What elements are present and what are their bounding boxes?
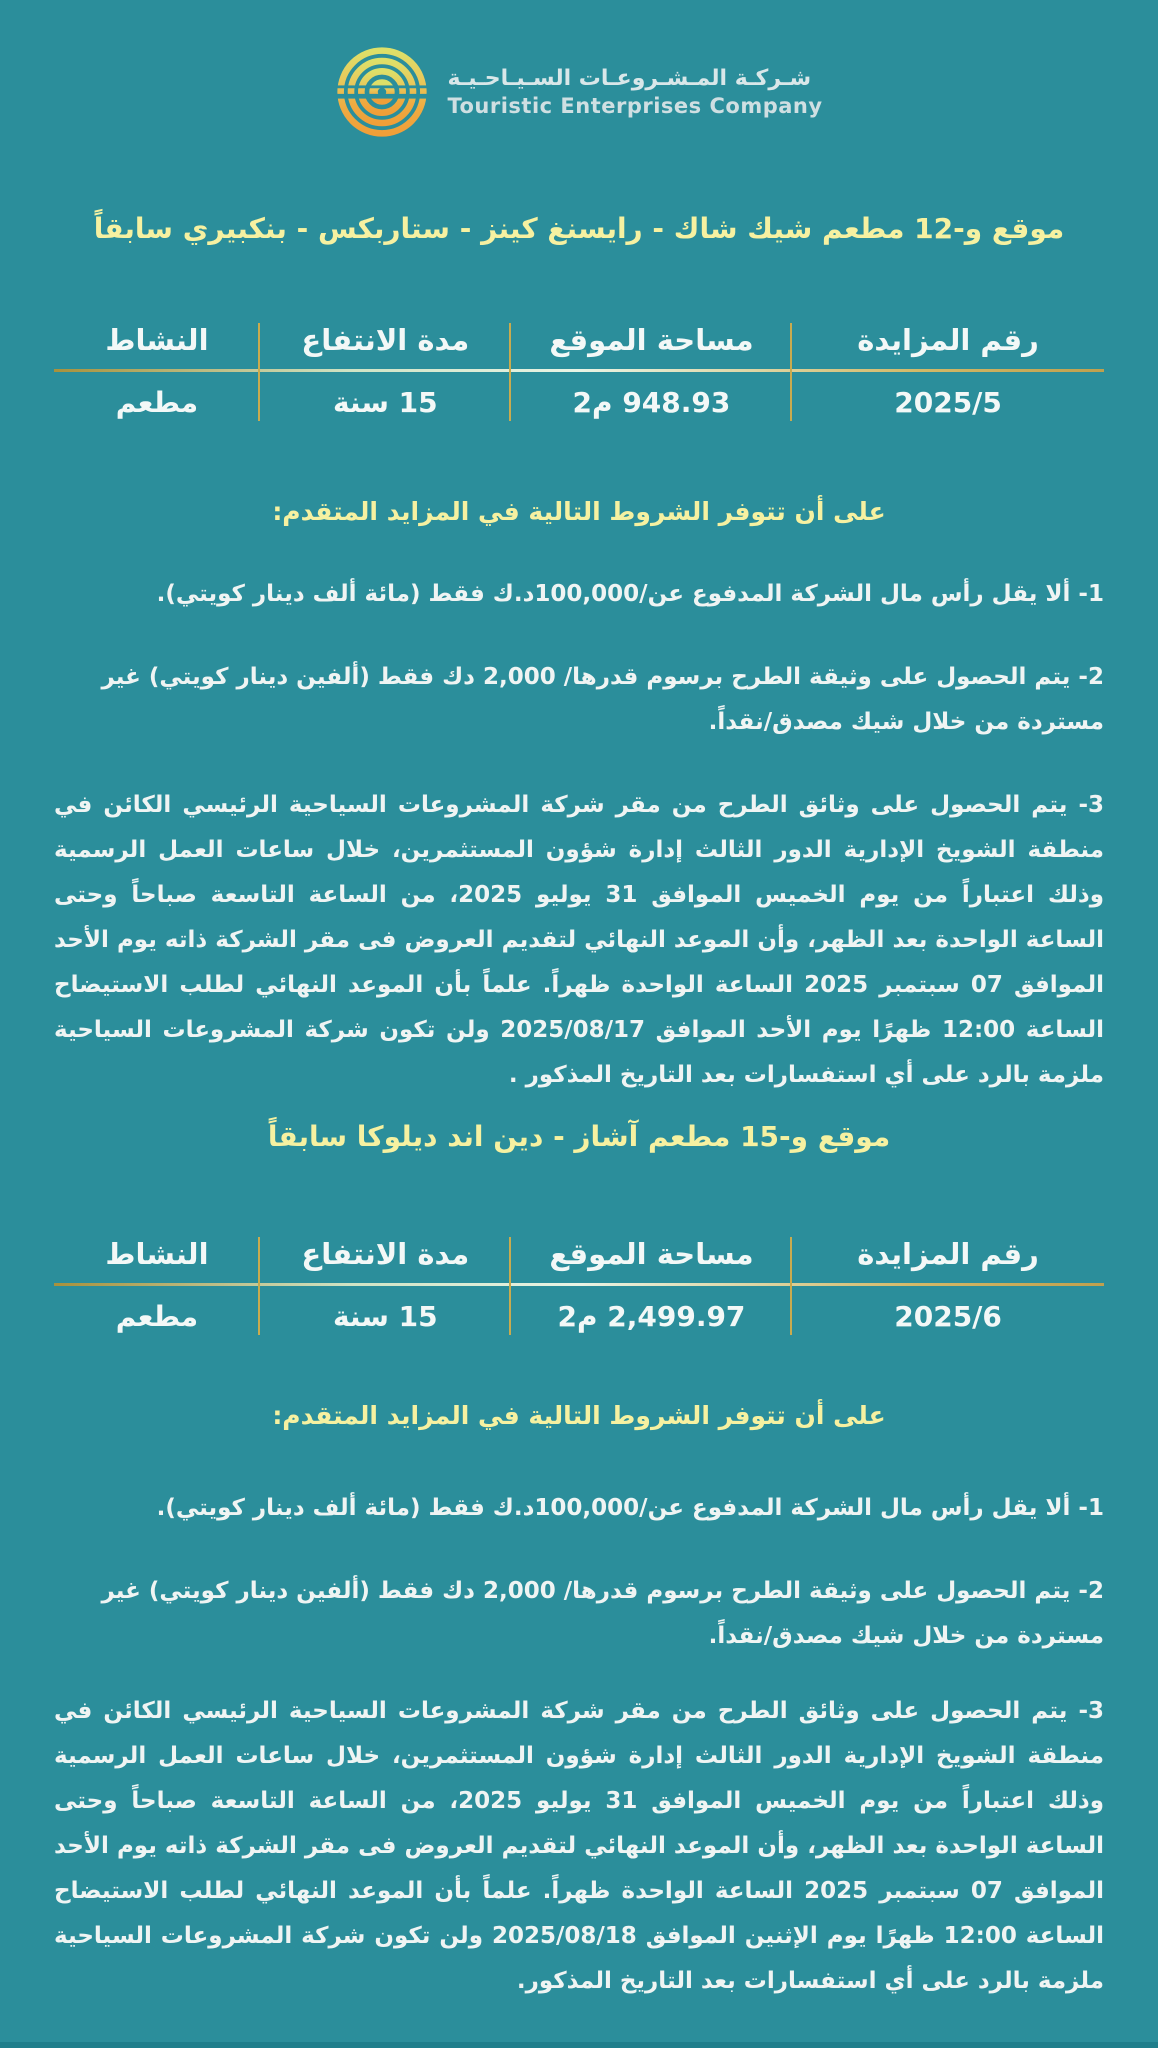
table-header-activity: النشاط xyxy=(105,1237,209,1271)
table-value-auction-number: 2025/6 xyxy=(894,1300,1002,1333)
section1-conditions-heading: على أن تتوفر الشروط التالية في المزايد المتقدم: xyxy=(272,497,886,526)
section2-condition-2: 2- يتم الحصول على وثيقة الطرح برسوم قدرها/ 2,000 دك فقط (ألفين دينار كويتي) غير مستردة من خلال شيك مصدق/نقداً. xyxy=(101,1578,1104,1649)
section1-condition-2: 2- يتم الحصول على وثيقة الطرح برسوم قدرها/ 2,000 دك فقط (ألفين دينار كويتي) غير مستردة من خلال شيك مصدق/نقداً. xyxy=(101,664,1104,735)
company-name-arabic: شـركـة المـشـروعـات السـيـاحـيـة xyxy=(447,66,812,92)
section1-condition-1: 1- ألا يقل رأس مال الشركة المدفوع عن/100,000د.ك فقط (مائة ألف دينار كويتي). xyxy=(156,581,1104,607)
table-header-row xyxy=(54,321,1104,369)
table-header-site-area: مساحة الموقع xyxy=(549,1237,754,1271)
table-header-row xyxy=(54,1235,1104,1283)
table-column-divider xyxy=(509,1237,511,1335)
company-logo xyxy=(0,0,1158,140)
document-body xyxy=(0,212,1158,2004)
table-value-activity: مطعم xyxy=(115,1300,199,1333)
table-header-usufruct-period: مدة الانتفاع xyxy=(301,1237,470,1271)
table-header-site-area: مساحة الموقع xyxy=(549,323,754,357)
table-value-row xyxy=(54,372,1104,425)
table-value-row xyxy=(54,1286,1104,1339)
table-header-auction-number: رقم المزايدة xyxy=(857,1237,1039,1271)
concentric-rings-logo-icon xyxy=(335,44,429,140)
table-value-site-area: 948.93 م2 xyxy=(572,386,731,419)
table-header-usufruct-period: مدة الانتفاع xyxy=(301,323,470,357)
table-value-usufruct-period: 15 سنة xyxy=(332,1300,438,1333)
table-column-divider xyxy=(790,323,792,421)
section2-conditions-heading: على أن تتوفر الشروط التالية في المزايد المتقدم: xyxy=(272,1401,886,1430)
table-value-site-area: 2,499.97 م2 xyxy=(557,1300,746,1333)
company-name-block xyxy=(447,65,822,119)
table-header-auction-number: رقم المزايدة xyxy=(857,323,1039,357)
table-column-divider xyxy=(258,1237,260,1335)
table-value-auction-number: 2025/5 xyxy=(894,386,1002,419)
table-column-divider xyxy=(790,1237,792,1335)
section1-auction-title: موقع و-12 مطعم شيك شاك - رايسنغ كينز - ستاربكس - بنكبيري سابقاً xyxy=(93,212,1065,245)
section2-auction-table xyxy=(54,1235,1104,1339)
section2-auction-title: موقع و-15 مطعم آشاز - دين اند ديلوكا سابقاً xyxy=(267,1120,891,1153)
section2-condition-3: 3- يتم الحصول على وثائق الطرح من مقر شركة المشروعات السياحية الرئيسي الكائن في منطقة الشويخ الإدارية الدور الثالث إدارة شؤون المستثمرين، خلال ساعات العمل الرسمية وذلك اعتباراً من يوم الخميس الموافق 31 يوليو 2025، من الساعة التاسعة صباحاً وحتى الساعة الواحدة بعد الظهر، وأن الموعد النهائي لتقديم العروض فى مقر الشركة ذاته يوم الأحد الموافق 07 سبتمبر 2025 الساعة الواحدة ظهراً. علماً بأن الموعد النهائي لطلب الاستيضاح الساعة 12:00 ظهرًا يوم الإثنين الموافق 2025/08/18 ولن تكون شركة المشروعات السياحية ملزمة بالرد على أي استفسارات بعد التاريخ المذكور. xyxy=(54,1698,1104,1994)
table-value-usufruct-period: 15 سنة xyxy=(332,386,438,419)
table-value-activity: مطعم xyxy=(115,386,199,419)
company-name-english: Touristic Enterprises Company xyxy=(447,93,823,118)
section2-condition-1: 1- ألا يقل رأس مال الشركة المدفوع عن/100,000د.ك فقط (مائة ألف دينار كويتي). xyxy=(156,1495,1104,1521)
table-column-divider xyxy=(509,323,511,421)
section1-auction-table xyxy=(54,321,1104,425)
bottom-edge-strip xyxy=(0,2042,1158,2048)
table-column-divider xyxy=(258,323,260,421)
section1-condition-3: 3- يتم الحصول على وثائق الطرح من مقر شركة المشروعات السياحية الرئيسي الكائن في منطقة الشويخ الإدارية الدور الثالث إدارة شؤون المستثمرين، خلال ساعات العمل الرسمية وذلك اعتباراً من يوم الخميس الموافق 31 يوليو 2025، من الساعة التاسعة صباحاً وحتى الساعة الواحدة بعد الظهر، وأن الموعد النهائي لتقديم العروض فى مقر الشركة ذاته يوم الأحد الموافق 07 سبتمبر 2025 الساعة الواحدة ظهراً. علماً بأن الموعد النهائي لطلب الاستيضاح الساعة 12:00 ظهرًا يوم الأحد الموافق 2025/08/17 ولن تكون شركة المشروعات السياحية ملزمة بالرد على أي استفسارات بعد التاريخ المذكور . xyxy=(54,792,1104,1088)
table-header-activity: النشاط xyxy=(105,323,209,357)
